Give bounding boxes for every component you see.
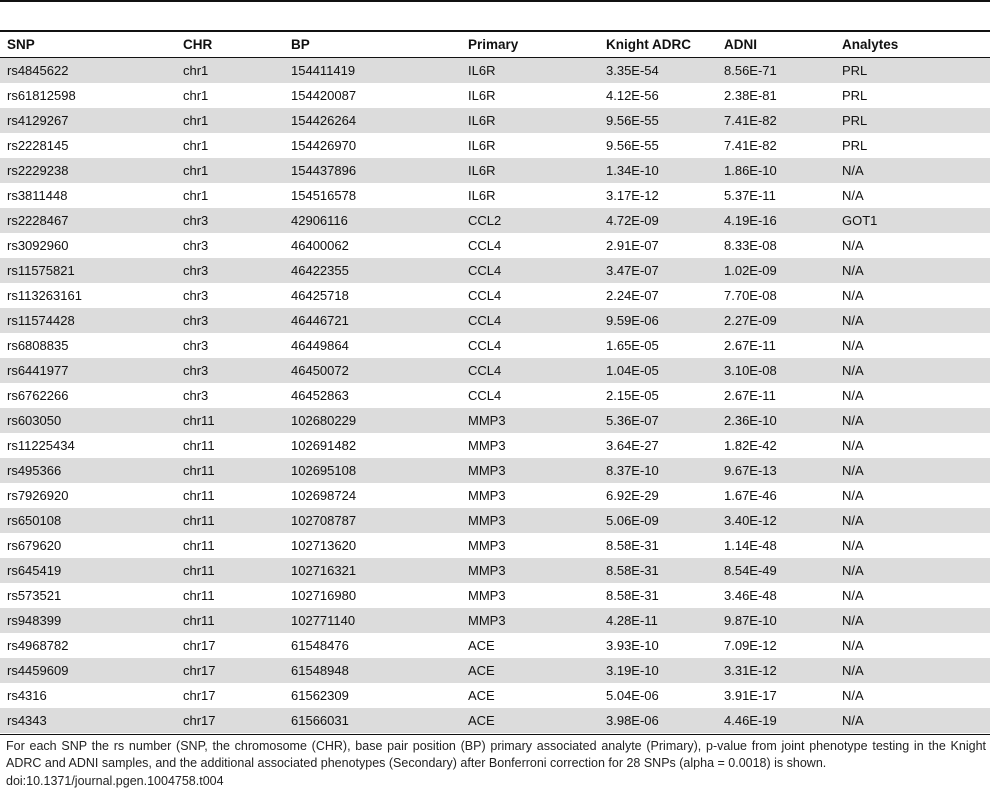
knight-adrc-cell: 1.65E-05 [599,333,717,358]
knight-adrc-cell: 9.56E-55 [599,108,717,133]
analytes-cell: N/A [835,333,990,358]
snp-cell: rs4968782 [0,633,176,658]
snp-cell: rs573521 [0,583,176,608]
snp-cell: rs495366 [0,458,176,483]
analytes-cell: PRL [835,108,990,133]
snp-cell: rs2228467 [0,208,176,233]
bp-cell: 46425718 [284,283,461,308]
table-row [0,483,990,508]
snp-cell: rs645419 [0,558,176,583]
knight-adrc-cell: 8.58E-31 [599,583,717,608]
chr-cell: chr11 [176,608,284,633]
chr-cell: chr11 [176,458,284,483]
table-body [0,58,990,734]
knight-adrc-cell: 5.04E-06 [599,683,717,708]
primary-cell: MMP3 [461,433,599,458]
table-row [0,233,990,258]
adni-cell: 7.70E-08 [717,283,835,308]
table-row [0,108,990,133]
bp-cell: 102716321 [284,558,461,583]
knight-adrc-cell: 4.72E-09 [599,208,717,233]
knight-adrc-cell: 3.98E-06 [599,708,717,733]
bp-cell: 46449864 [284,333,461,358]
bp-cell: 102695108 [284,458,461,483]
bp-cell: 154420087 [284,83,461,108]
table-row [0,633,990,658]
snp-cell: rs948399 [0,608,176,633]
chr-cell: chr1 [176,158,284,183]
adni-cell: 1.86E-10 [717,158,835,183]
knight-adrc-cell: 1.34E-10 [599,158,717,183]
analytes-cell: N/A [835,533,990,558]
header-row [0,32,990,58]
primary-cell: MMP3 [461,533,599,558]
analytes-cell: N/A [835,408,990,433]
knight-adrc-cell: 3.17E-12 [599,183,717,208]
primary-cell: CCL4 [461,233,599,258]
table-row [0,158,990,183]
primary-cell: MMP3 [461,608,599,633]
column-header-bp: BP [284,32,461,58]
primary-cell: CCL4 [461,308,599,333]
snp-cell: rs4459609 [0,658,176,683]
analytes-cell: N/A [835,258,990,283]
adni-cell: 4.19E-16 [717,208,835,233]
primary-cell: CCL4 [461,283,599,308]
snp-cell: rs650108 [0,508,176,533]
table-row [0,683,990,708]
snp-cell: rs2229238 [0,158,176,183]
table-row [0,458,990,483]
primary-cell: MMP3 [461,558,599,583]
chr-cell: chr17 [176,708,284,733]
primary-cell: ACE [461,658,599,683]
doi-reference: doi:10.1371/journal.pgen.1004758.t004 [6,774,224,788]
analytes-cell: N/A [835,308,990,333]
bp-cell: 154426264 [284,108,461,133]
table-bottom-rule [0,734,990,735]
chr-cell: chr11 [176,533,284,558]
column-header-analytes: Analytes [835,32,990,58]
primary-cell: MMP3 [461,458,599,483]
snp-cell: rs4129267 [0,108,176,133]
chr-cell: chr3 [176,233,284,258]
knight-adrc-cell: 2.24E-07 [599,283,717,308]
primary-cell: MMP3 [461,583,599,608]
bp-cell: 102771140 [284,608,461,633]
table-row [0,658,990,683]
snp-cell: rs7926920 [0,483,176,508]
analytes-cell: N/A [835,358,990,383]
chr-cell: chr3 [176,333,284,358]
chr-cell: chr3 [176,258,284,283]
snp-cell: rs3811448 [0,183,176,208]
table-row [0,383,990,408]
adni-cell: 9.87E-10 [717,608,835,633]
knight-adrc-cell: 6.92E-29 [599,483,717,508]
primary-cell: CCL4 [461,383,599,408]
bp-cell: 154516578 [284,183,461,208]
analytes-cell: N/A [835,508,990,533]
table-row [0,358,990,383]
analytes-cell: N/A [835,283,990,308]
table-row [0,408,990,433]
adni-cell: 3.40E-12 [717,508,835,533]
analytes-cell: N/A [835,683,990,708]
snp-cell: rs603050 [0,408,176,433]
table-row [0,58,990,84]
analytes-cell: N/A [835,633,990,658]
snp-cell: rs11225434 [0,433,176,458]
chr-cell: chr17 [176,633,284,658]
knight-adrc-cell: 9.56E-55 [599,133,717,158]
snp-cell: rs11574428 [0,308,176,333]
analytes-cell: N/A [835,433,990,458]
snp-association-table [0,32,990,733]
adni-cell: 8.33E-08 [717,233,835,258]
knight-adrc-cell: 3.93E-10 [599,633,717,658]
snp-cell: rs6808835 [0,333,176,358]
snp-cell: rs4343 [0,708,176,733]
chr-cell: chr3 [176,358,284,383]
column-header-chr: CHR [176,32,284,58]
knight-adrc-cell: 3.35E-54 [599,58,717,84]
knight-adrc-cell: 4.12E-56 [599,83,717,108]
column-header-primary: Primary [461,32,599,58]
bp-cell: 154411419 [284,58,461,84]
adni-cell: 8.54E-49 [717,558,835,583]
knight-adrc-cell: 8.37E-10 [599,458,717,483]
knight-adrc-cell: 2.91E-07 [599,233,717,258]
column-header-knight-adrc: Knight ADRC [599,32,717,58]
bp-cell: 42906116 [284,208,461,233]
bp-cell: 154437896 [284,158,461,183]
primary-cell: IL6R [461,83,599,108]
table-row [0,183,990,208]
analytes-cell: PRL [835,83,990,108]
chr-cell: chr3 [176,308,284,333]
analytes-cell: PRL [835,133,990,158]
column-header-adni: ADNI [717,32,835,58]
snp-cell: rs4316 [0,683,176,708]
adni-cell: 2.27E-09 [717,308,835,333]
chr-cell: chr1 [176,183,284,208]
adni-cell: 9.67E-13 [717,458,835,483]
bp-cell: 46446721 [284,308,461,333]
table-row [0,533,990,558]
primary-cell: ACE [461,633,599,658]
adni-cell: 7.41E-82 [717,108,835,133]
analytes-cell: N/A [835,233,990,258]
bp-cell: 102680229 [284,408,461,433]
snp-cell: rs11575821 [0,258,176,283]
chr-cell: chr1 [176,108,284,133]
knight-adrc-cell: 8.58E-31 [599,533,717,558]
analytes-cell: N/A [835,608,990,633]
primary-cell: CCL4 [461,358,599,383]
chr-cell: chr11 [176,508,284,533]
knight-adrc-cell: 3.64E-27 [599,433,717,458]
primary-cell: CCL4 [461,333,599,358]
chr-cell: chr11 [176,558,284,583]
table-caption: For each SNP the rs number (SNP, the chromosome (CHR), base pair position (BP) primary associated analyte (Primary), p-value from joint phenotype testing in the Knight ADRC and ADNI samples, and the additional associated phenotypes (Secondary) after Bonferroni correction for 28 SNPs (alpha = 0.0018) is shown. [6,739,986,770]
snp-cell: rs61812598 [0,83,176,108]
bp-cell: 102713620 [284,533,461,558]
chr-cell: chr11 [176,483,284,508]
analytes-cell: GOT1 [835,208,990,233]
adni-cell: 3.10E-08 [717,358,835,383]
analytes-cell: N/A [835,458,990,483]
adni-cell: 2.38E-81 [717,83,835,108]
adni-cell: 2.36E-10 [717,408,835,433]
adni-cell: 2.67E-11 [717,333,835,358]
table-header [0,32,990,58]
column-header-snp: SNP [0,32,176,58]
analytes-cell: N/A [835,658,990,683]
table-row [0,608,990,633]
adni-cell: 1.82E-42 [717,433,835,458]
adni-cell: 8.56E-71 [717,58,835,84]
table-row [0,433,990,458]
table-row [0,308,990,333]
bp-cell: 46422355 [284,258,461,283]
knight-adrc-cell: 3.19E-10 [599,658,717,683]
analytes-cell: N/A [835,158,990,183]
primary-cell: MMP3 [461,508,599,533]
bp-cell: 61566031 [284,708,461,733]
knight-adrc-cell: 4.28E-11 [599,608,717,633]
bp-cell: 46450072 [284,358,461,383]
primary-cell: MMP3 [461,483,599,508]
adni-cell: 1.14E-48 [717,533,835,558]
knight-adrc-cell: 8.58E-31 [599,558,717,583]
table-row [0,83,990,108]
adni-cell: 3.46E-48 [717,583,835,608]
primary-cell: ACE [461,683,599,708]
adni-cell: 3.91E-17 [717,683,835,708]
table-row [0,283,990,308]
snp-cell: rs4845622 [0,58,176,84]
chr-cell: chr11 [176,583,284,608]
bp-cell: 102708787 [284,508,461,533]
adni-cell: 7.41E-82 [717,133,835,158]
table-row [0,258,990,283]
snp-cell: rs6762266 [0,383,176,408]
knight-adrc-cell: 2.15E-05 [599,383,717,408]
table-row [0,708,990,733]
bp-cell: 102716980 [284,583,461,608]
knight-adrc-cell: 3.47E-07 [599,258,717,283]
chr-cell: chr3 [176,383,284,408]
adni-cell: 5.37E-11 [717,183,835,208]
chr-cell: chr1 [176,58,284,84]
analytes-cell: N/A [835,483,990,508]
snp-cell: rs679620 [0,533,176,558]
chr-cell: chr11 [176,433,284,458]
primary-cell: MMP3 [461,408,599,433]
bp-cell: 46400062 [284,233,461,258]
chr-cell: chr1 [176,83,284,108]
primary-cell: CCL4 [461,258,599,283]
table-top-rule [0,0,990,2]
bp-cell: 61548948 [284,658,461,683]
primary-cell: IL6R [461,158,599,183]
analytes-cell: N/A [835,708,990,733]
adni-cell: 1.67E-46 [717,483,835,508]
snp-cell: rs2228145 [0,133,176,158]
knight-adrc-cell: 5.06E-09 [599,508,717,533]
chr-cell: chr17 [176,683,284,708]
snp-cell: rs113263161 [0,283,176,308]
chr-cell: chr3 [176,208,284,233]
table-row [0,508,990,533]
table-row [0,133,990,158]
adni-cell: 4.46E-19 [717,708,835,733]
chr-cell: chr17 [176,658,284,683]
bp-cell: 102691482 [284,433,461,458]
knight-adrc-cell: 5.36E-07 [599,408,717,433]
table-row [0,333,990,358]
snp-cell: rs6441977 [0,358,176,383]
analytes-cell: PRL [835,58,990,84]
primary-cell: CCL2 [461,208,599,233]
bp-cell: 61548476 [284,633,461,658]
table-row [0,208,990,233]
chr-cell: chr3 [176,283,284,308]
knight-adrc-cell: 1.04E-05 [599,358,717,383]
analytes-cell: N/A [835,583,990,608]
knight-adrc-cell: 9.59E-06 [599,308,717,333]
analytes-cell: N/A [835,183,990,208]
chr-cell: chr11 [176,408,284,433]
adni-cell: 7.09E-12 [717,633,835,658]
analytes-cell: N/A [835,558,990,583]
chr-cell: chr1 [176,133,284,158]
bp-cell: 154426970 [284,133,461,158]
primary-cell: ACE [461,708,599,733]
analytes-cell: N/A [835,383,990,408]
adni-cell: 2.67E-11 [717,383,835,408]
primary-cell: IL6R [461,133,599,158]
snp-cell: rs3092960 [0,233,176,258]
table-row [0,583,990,608]
bp-cell: 61562309 [284,683,461,708]
primary-cell: IL6R [461,183,599,208]
adni-cell: 3.31E-12 [717,658,835,683]
primary-cell: IL6R [461,108,599,133]
primary-cell: IL6R [461,58,599,84]
bp-cell: 102698724 [284,483,461,508]
table-row [0,558,990,583]
bp-cell: 46452863 [284,383,461,408]
adni-cell: 1.02E-09 [717,258,835,283]
